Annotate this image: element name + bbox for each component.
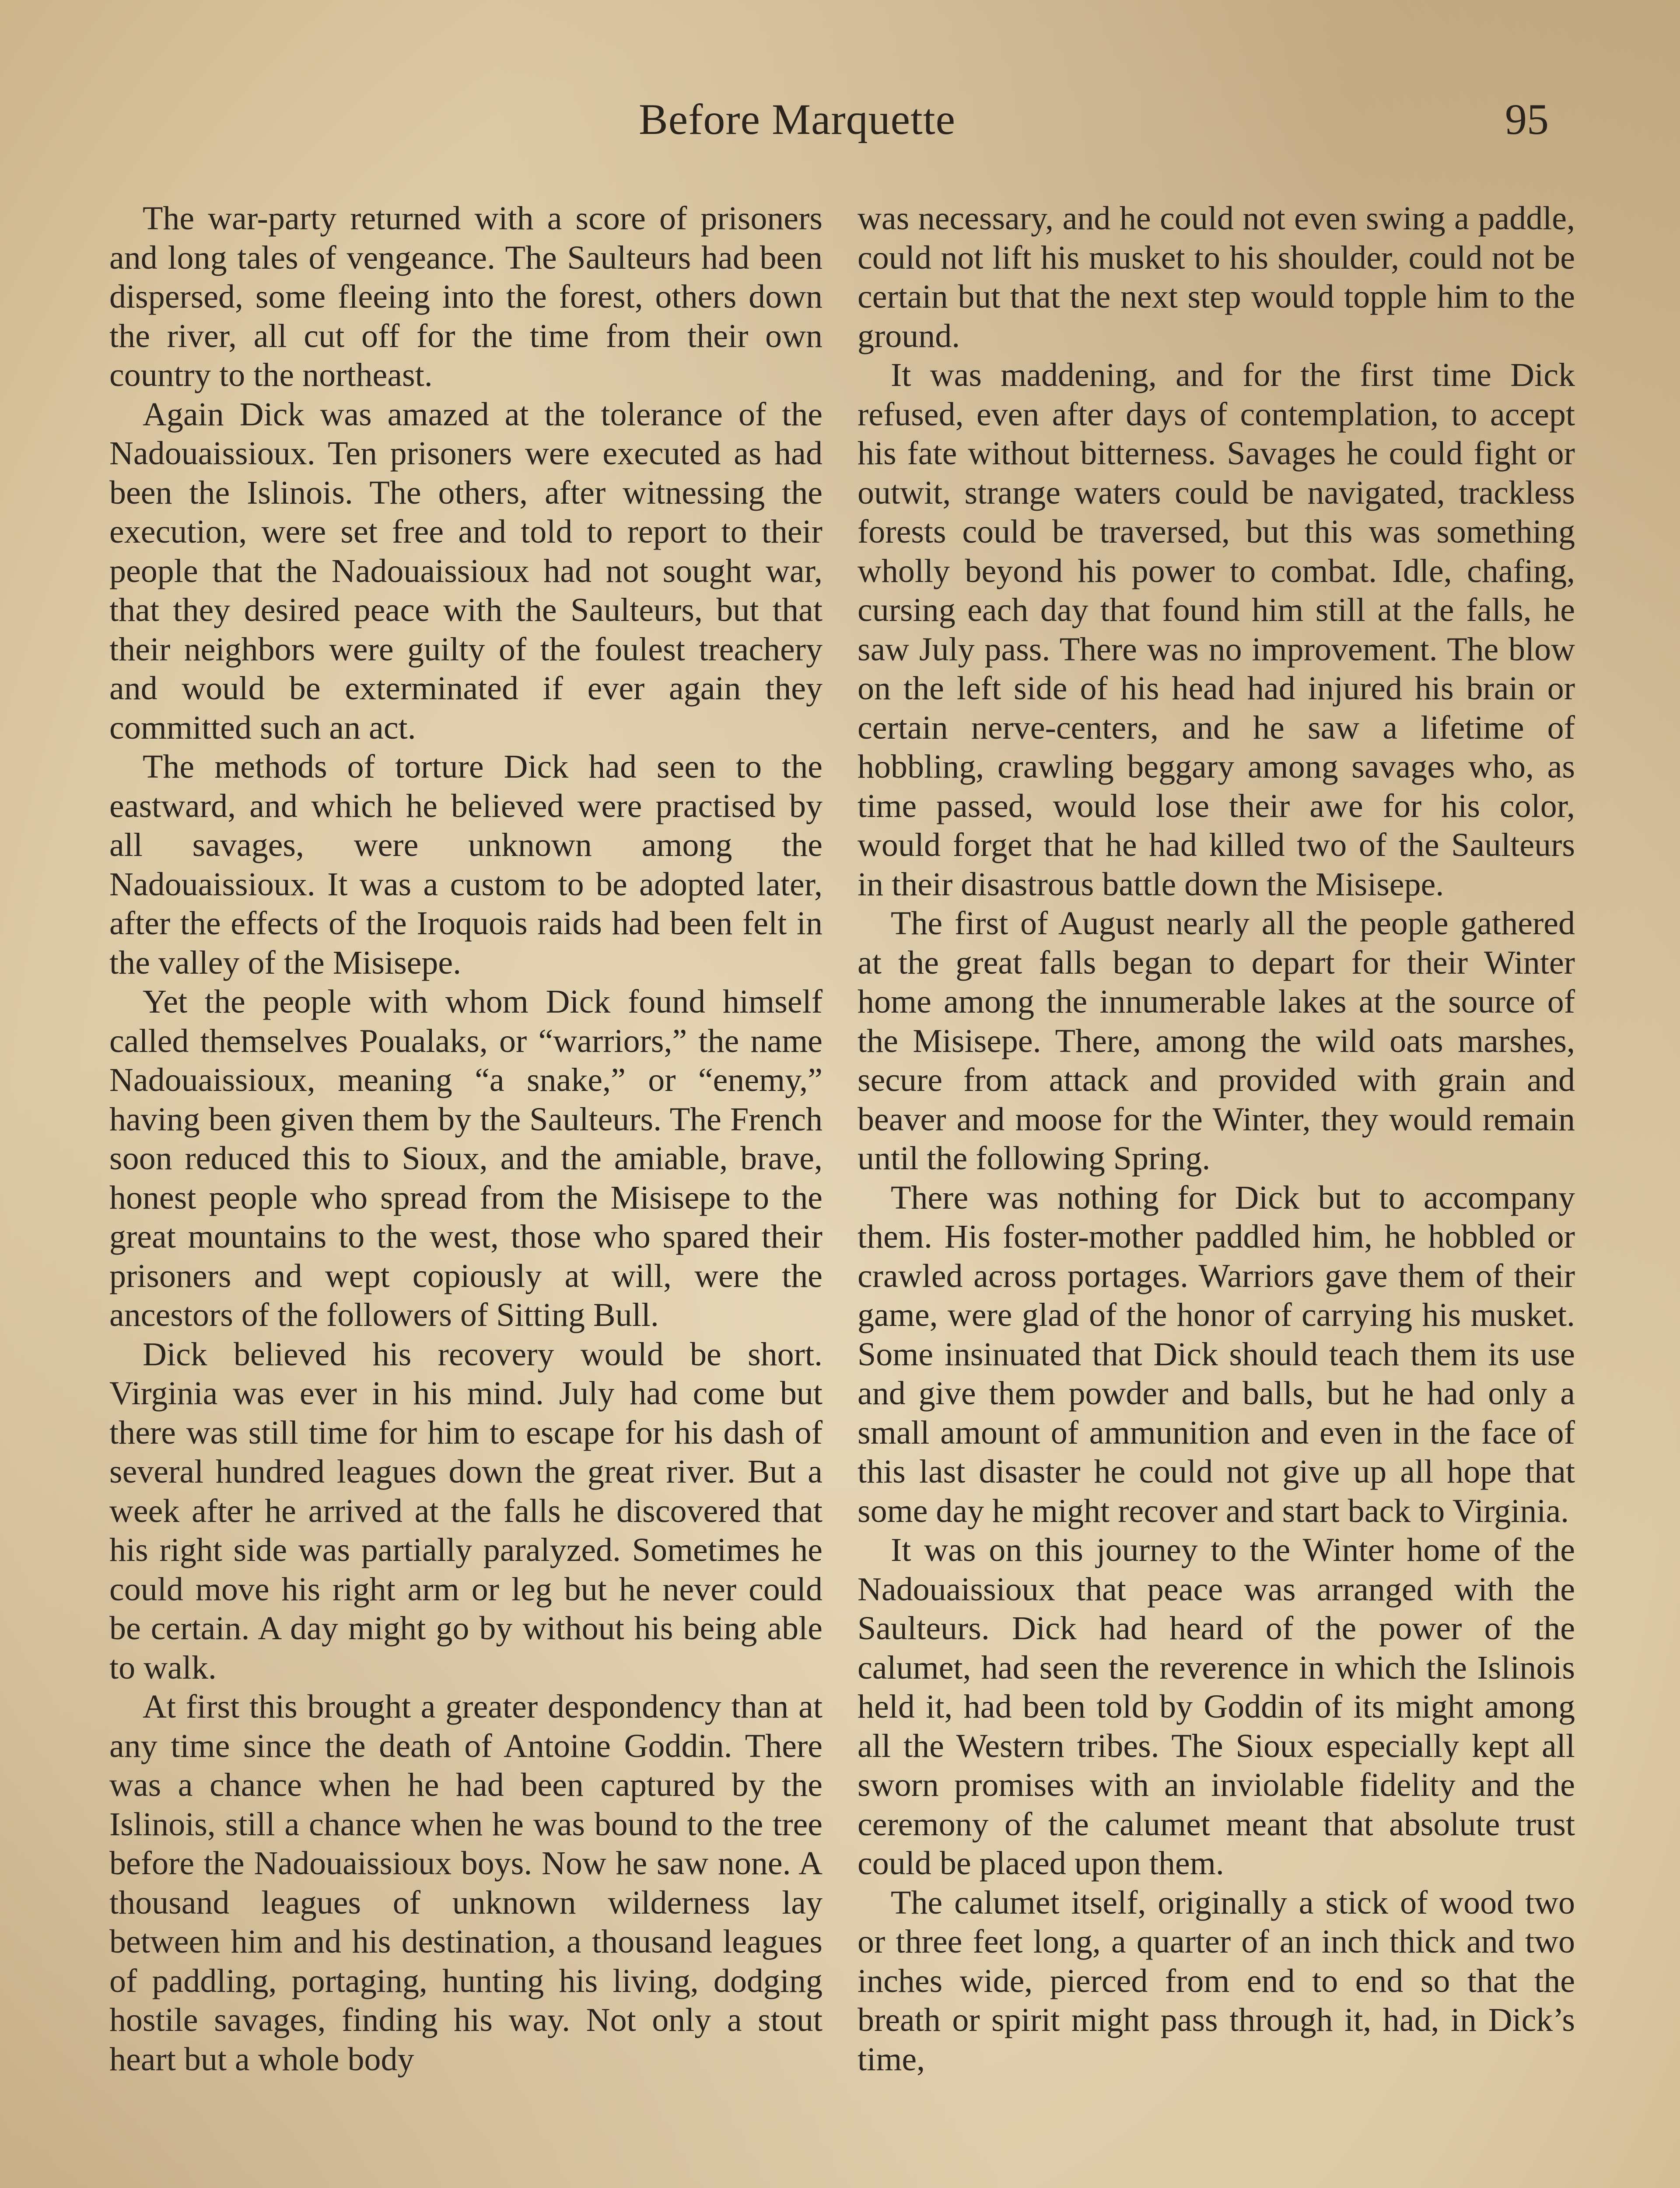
- page-header: [0, 94, 1680, 155]
- continued-paragraph: was necessary, and he could not even swing a paddle, could not lift his musket to his shoulder, could not be certain but that the next step would topple him to the ground.: [858, 200, 1575, 354]
- paragraph: It was on this journey to the Winter home of the Nadouaissioux that peace was arranged with the Saulteurs. Dick had heard of the power of the calumet, had seen the reverence in which the Islinois held it, had been told by Goddin of its might among all the Western tribes. The Sioux especially kept all sworn promises with an inviolable fidelity and the ceremony of the calumet meant that absolute trust could be placed upon them.: [858, 1532, 1575, 1882]
- paragraph: Dick believed his recovery would be short. Virginia was ever in his mind. July had come but there was still time for him to escape for his dash of several hundred leagues down the great river. But a week after he arrived at the falls he discovered that his right side was partially paralyzed. Sometimes he could move his right arm or leg but he never could be certain. A day might go by without his being able to walk.: [109, 1336, 822, 1686]
- paragraph: At first this brought a greater despondency than at any time since the death of Antoine Goddin. There was a chance when he had been captured by the Islinois, still a chance when he was bound to the tree before the Nadouaissioux boys. Now he saw none. A thousand leagues of unknown wilderness lay between him and his destination, a thousand leagues of paddling, portaging, hunting his living, dodging hostile savages, finding his way. Not only a stout heart but a whole body: [109, 1688, 822, 2078]
- paragraph: The war-party returned with a score of prisoners and long tales of vengeance. The Saulteurs had been dispersed, some fleeing into the forest, others down the river, all cut off for the time from their own country to the northeast.: [109, 200, 822, 393]
- running-title: Before Marquette: [639, 95, 956, 144]
- paragraph: The calumet itself, originally a stick of wood two or three feet long, a quarter of an inch thick and two inches wide, pierced from end to end so that the breath or spirit might pass through it, had, in Dick’s time,: [858, 1884, 1575, 2078]
- right-column: [858, 199, 1575, 2079]
- paragraph: It was maddening, and for the first time Dick refused, even after days of contemplation, to accept his fate without bitterness. Savages he could fight or outwit, strange waters could be navigated, trackless forests could be traversed, but this was something wholly beyond his power to combat. Idle, chafing, cursing each day that found him still at the falls, he saw July pass. There was no improvement. The blow on the left side of his head had injured his brain or certain nerve-centers, and he saw a lifetime of hobbling, crawling beggary among savages who, as time passed, would lose their awe for his color, would forget that he had killed two of the Saulteurs in their disastrous battle down the Misisepe.: [858, 357, 1575, 903]
- paragraph: The methods of torture Dick had seen to the eastward, and which he believed were practised by all savages, were unknown among the Nadouaissioux. It was a custom to be adopted later, after the effects of the Iroquois raids had been felt in the valley of the Misisepe.: [109, 748, 822, 981]
- paragraph: The first of August nearly all the people gathered at the great falls began to depart for their Winter home among the innumerable lakes at the source of the Misisepe. There, among the wild oats marshes, secure from attack and provided with grain and beaver and moose for the Winter, they would remain until the following Spring.: [858, 905, 1575, 1177]
- paragraph: There was nothing for Dick but to accompany them. His foster-mother paddled him, he hobbled or crawled across portages. Warriors gave them of their game, were glad of the honor of carrying his musket. Some insinuated that Dick should teach them its use and give them powder and balls, but he had only a small amount of ammunition and even in the face of this last disaster he could not give up all hope that some day he might recover and start back to Virginia.: [858, 1179, 1575, 1529]
- paragraph: Again Dick was amazed at the tolerance of the Nadouaissioux. Ten prisoners were executed as had been the Islinois. The others, after witnessing the execution, were set free and told to report to their people that the Nadouaissioux had not sought war, that they desired peace with the Saulteurs, but that their neighbors were guilty of the foulest treachery and would be exterminated if ever again they committed such an act.: [109, 396, 822, 746]
- left-column: [109, 199, 822, 2079]
- page-number: 95: [1505, 95, 1549, 144]
- paragraph: Yet the people with whom Dick found himself called themselves Poualaks, or “warriors,” the name Nadouaissioux, meaning “a snake,” or “enemy,” having been given them by the Saulteurs. The French soon reduced this to Sioux, and the amiable, brave, honest people who spread from the Misisepe to the great mountains to the west, those who spared their prisoners and wept copiously at will, were the ancestors of the followers of Sitting Bull.: [109, 983, 822, 1333]
